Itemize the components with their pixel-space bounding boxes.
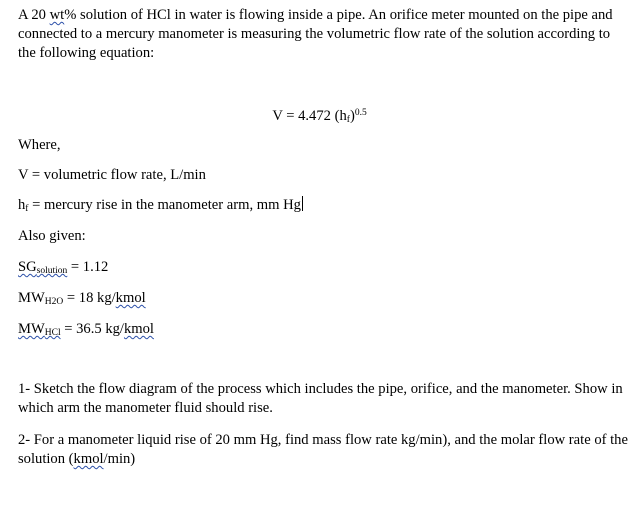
- spell-flag-wt: wt: [49, 7, 65, 23]
- given-mw-h2o: $MW_{H2O} = 18$ kg/kmol: [18, 290, 146, 307]
- question-1: 1- Sketch the flow diagram of the process which includes the pipe, orifice, and the manometer. Show in which arm the manometer fluid should rise.: [18, 381, 623, 416]
- given-sg: $SG_{solution} = 1.12$: [18, 259, 109, 276]
- problem-intro: A 20 wt% solution of HCl in water is flowing inside a pipe. An orifice meter mounted on the pipe and connected to a mercury manometer is measuring the volumetric flow rate of the solution according to the following equation:: [18, 7, 613, 61]
- spell-flag-kmol: kmol: [115, 290, 146, 306]
- spell-flag-kmol-3: kmol: [73, 451, 104, 467]
- definition-hf[interactable]: $h_f$ = mercury rise in the manometer arm, mm Hg: [18, 197, 301, 214]
- spell-flag-sg: $SG_{solution}$: [18, 259, 68, 276]
- text-cursor: [302, 196, 303, 211]
- definition-v: V = volumetric flow rate, L/min: [18, 167, 206, 183]
- given-mw-hcl: $MW_{HCl} = 36.5$ kg/kmol: [18, 321, 154, 338]
- also-given-label: Also given:: [18, 228, 86, 244]
- where-label: Where,: [18, 137, 61, 153]
- question-2: 2- For a manometer liquid rise of 20 mm Hg, find mass flow rate kg/min), and the molar flow rate of the solution (kmol/min): [18, 432, 628, 467]
- spell-flag-mwhcl: $MW_{HCl}$: [18, 321, 61, 338]
- flow-equation: V = 4.472 $(h_f)^{0.5}$: [272, 108, 367, 125]
- spell-flag-kmol-2: kmol: [123, 321, 154, 337]
